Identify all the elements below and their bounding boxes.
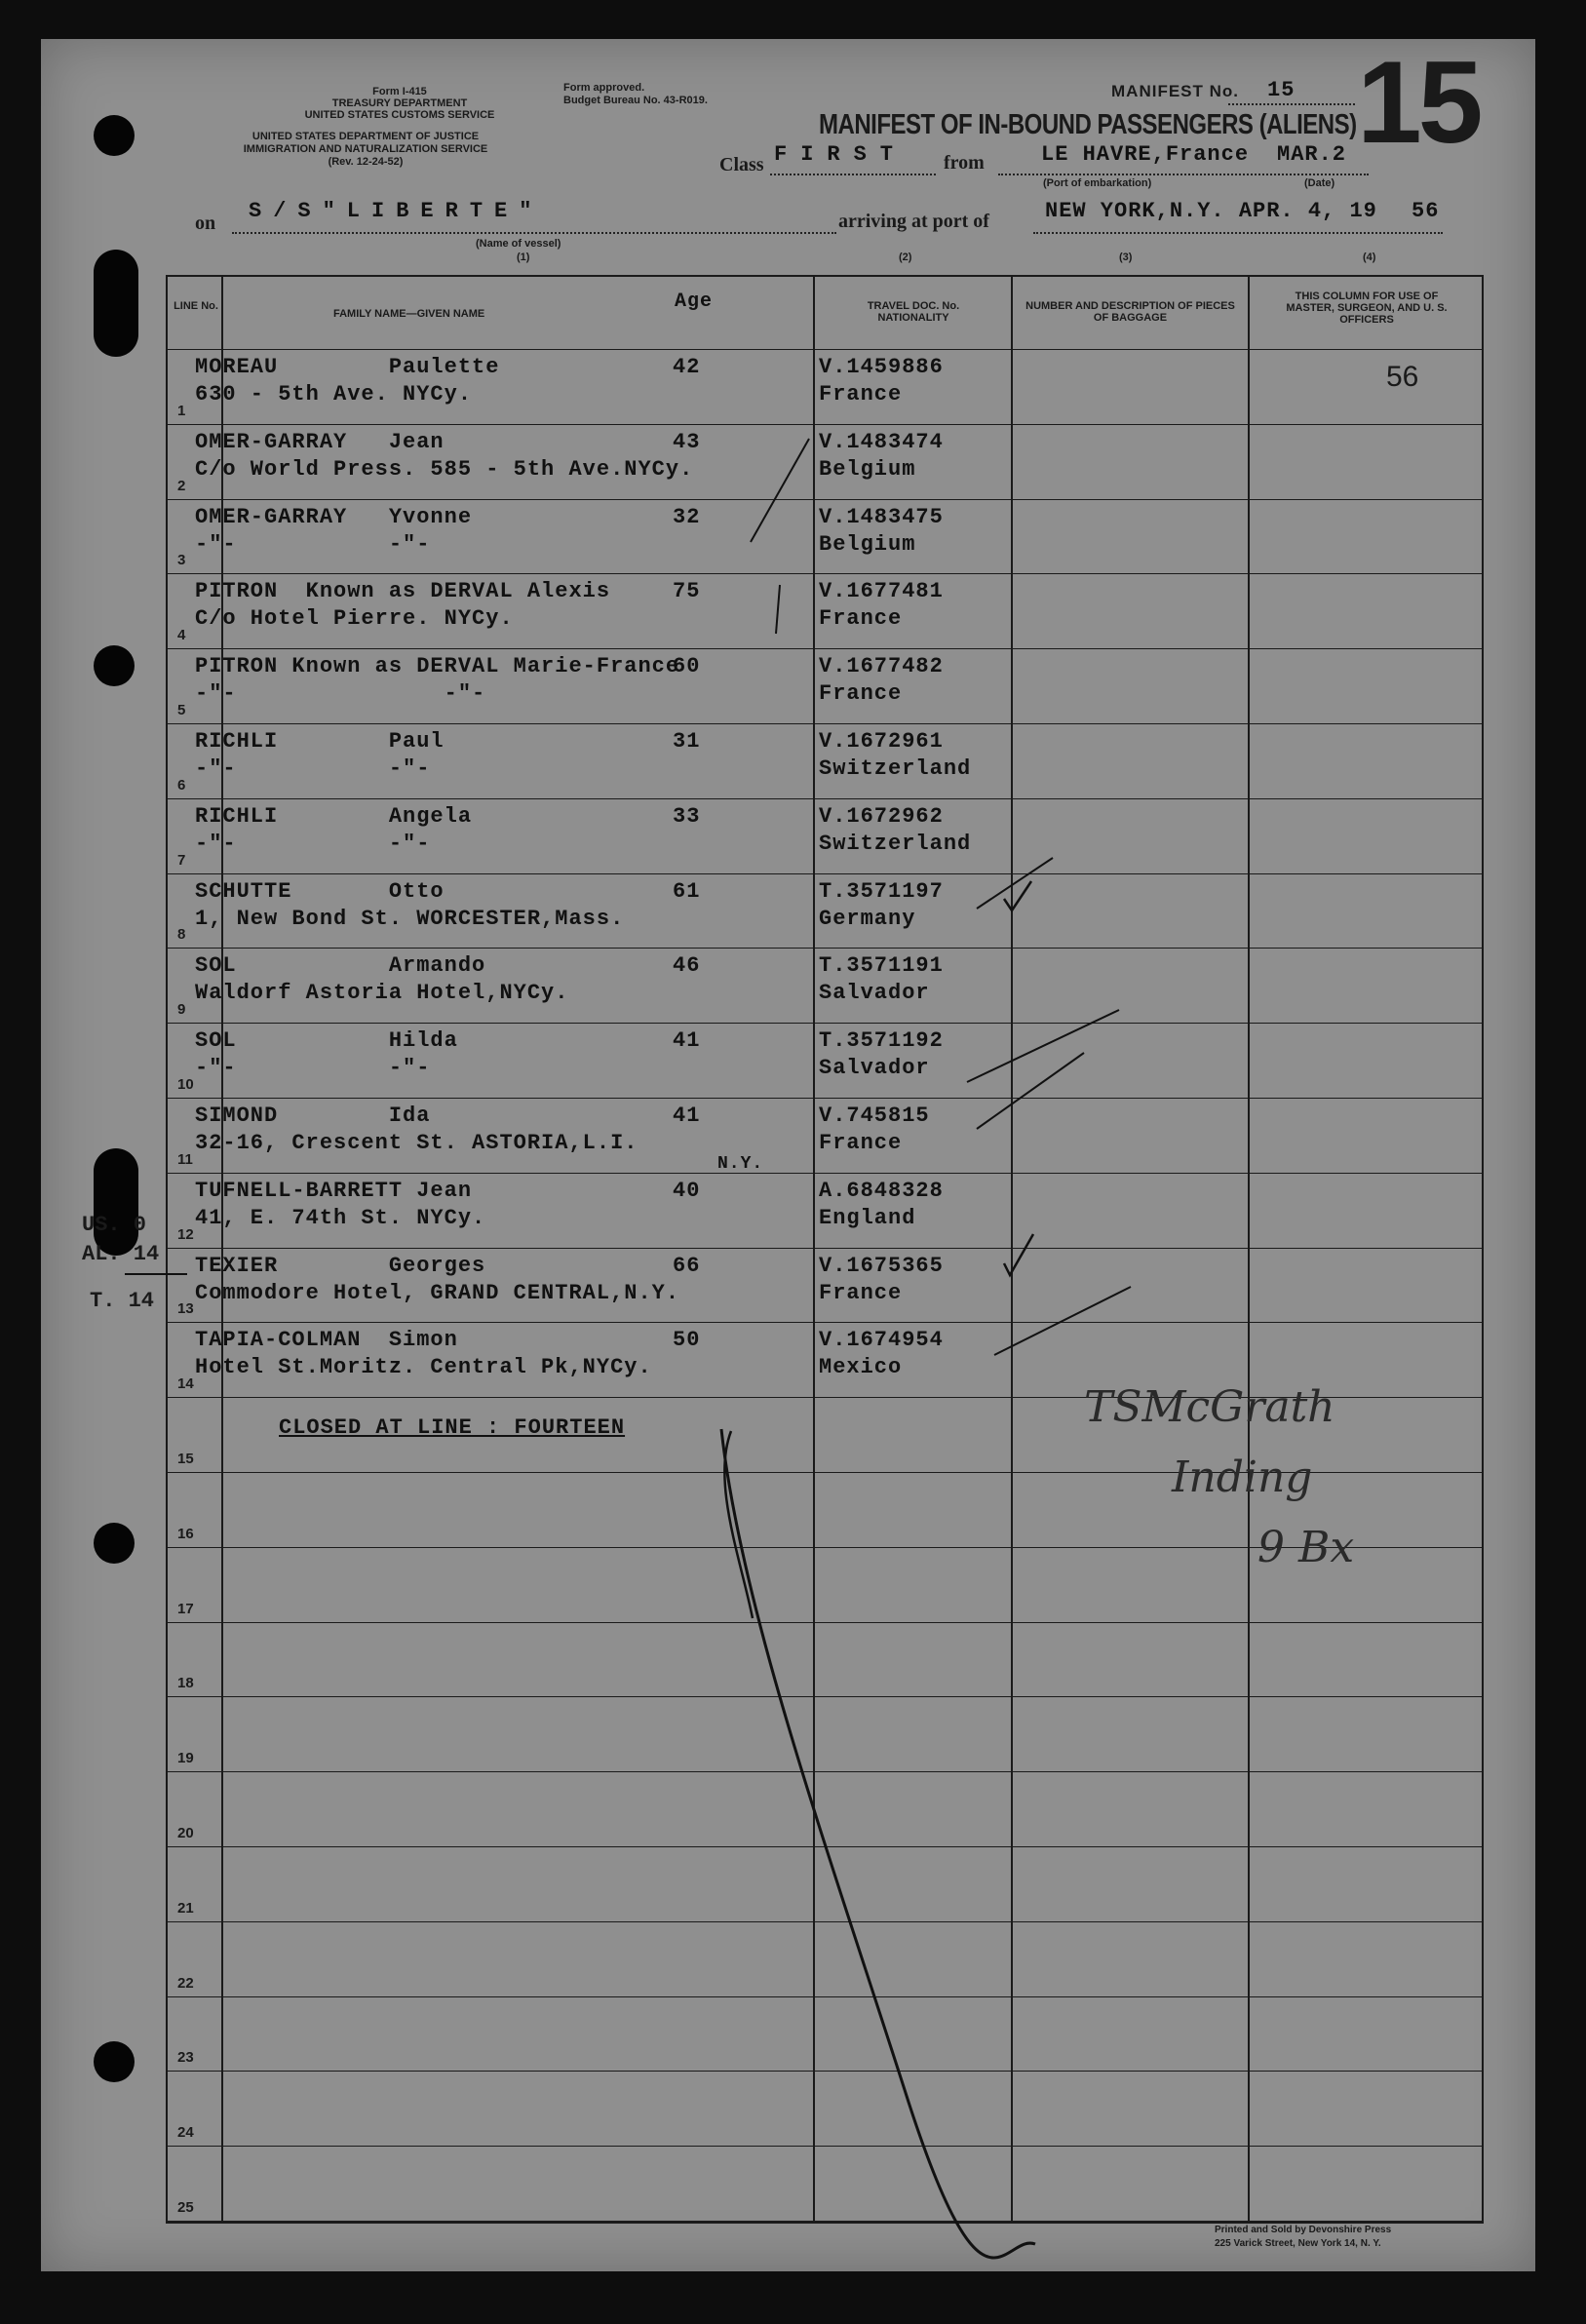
hdr-baggage: NUMBER AND DESCRIPTION OF PIECES OF BAGGAGE — [1025, 300, 1235, 324]
nationality: Switzerland — [819, 756, 972, 781]
form-revision: (Rev. 12-24-52) — [328, 156, 404, 168]
travel-doc-number: V.1677481 — [819, 579, 944, 604]
line-number: 3 — [177, 552, 186, 569]
passenger-address: -"- -"- — [195, 531, 431, 557]
passenger-address: C/o Hotel Pierre. NYCy. — [195, 606, 514, 632]
passenger-name: PITRON Known as DERVAL Alexis — [195, 579, 611, 604]
nationality: France — [819, 681, 903, 707]
passenger-name: SOL Hilda — [195, 1028, 458, 1054]
travel-doc-number: V.1672962 — [819, 803, 944, 829]
signature-line1: TSMcGrath — [1084, 1382, 1335, 1432]
passenger-address: 32-16, Crescent St. ASTORIA,L.I. — [195, 1131, 638, 1155]
nationality: England — [819, 1205, 916, 1230]
passenger-address: -"- -"- — [195, 1056, 431, 1081]
line-number: 14 — [177, 1375, 194, 1393]
signature-line2: Inding — [1172, 1452, 1313, 1502]
line-number: 6 — [177, 776, 186, 794]
arriving-label: arriving at port of — [838, 211, 989, 232]
class-label: Class — [719, 154, 764, 175]
hdr-age: Age — [675, 290, 714, 313]
manifest-no-label: MANIFEST No. — [1111, 82, 1239, 100]
passenger-name: RICHLI Paul — [195, 729, 445, 754]
travel-doc-number: V.1483474 — [819, 429, 944, 454]
signature-line3: 9 Bx — [1257, 1523, 1355, 1572]
line-number: 25 — [177, 2199, 194, 2216]
travel-doc-number: V.1674954 — [819, 1328, 944, 1353]
tally-t: T. 14 — [90, 1289, 155, 1313]
line-number: 15 — [177, 1451, 194, 1467]
line-number: 10 — [177, 1076, 194, 1093]
line-number: 8 — [177, 926, 186, 944]
manifest-big-number: 15 — [1357, 37, 1480, 168]
passenger-address: C/o World Press. 585 - 5th Ave.NYCy. — [195, 456, 694, 482]
line-number: 23 — [177, 2049, 194, 2067]
passenger-age: 61 — [673, 878, 701, 904]
line-number: 17 — [177, 1600, 194, 1617]
justice-dept: UNITED STATES DEPARTMENT OF JUSTICE — [251, 131, 480, 142]
line-number: 1 — [177, 402, 186, 419]
passenger-address: -"- -"- — [195, 831, 431, 856]
hdr-travel-doc: TRAVEL DOC. No. NATIONALITY — [867, 300, 960, 324]
arrival-year: 56 — [1412, 199, 1440, 223]
line-number: 7 — [177, 851, 186, 869]
arrival-value: NEW YORK,N.Y. APR. 4, 19 — [1045, 199, 1377, 223]
passenger-address: Commodore Hotel, GRAND CENTRAL,N.Y. — [195, 1280, 680, 1305]
travel-doc-number: V.1675365 — [819, 1253, 944, 1278]
passenger-name: SOL Armando — [195, 953, 486, 979]
travel-doc-number: T.3571191 — [819, 953, 944, 979]
travel-doc-number: V.1459886 — [819, 355, 944, 379]
passenger-name: SIMOND Ida — [195, 1104, 431, 1128]
port-embark-caption: (Port of embarkation) — [1043, 177, 1152, 189]
vessel-caption: (Name of vessel) — [476, 238, 561, 250]
passenger-age: 60 — [673, 654, 701, 679]
travel-doc-number: V.1483475 — [819, 504, 944, 529]
passenger-name: TAPIA-COLMAN Simon — [195, 1328, 458, 1353]
passenger-age: 32 — [673, 504, 701, 529]
passenger-name: SCHUTTE Otto — [195, 878, 445, 904]
manifest-title: MANIFEST OF IN-BOUND PASSENGERS (ALIENS) — [819, 109, 1357, 141]
passenger-name: PITRON Known as DERVAL Marie-France — [195, 654, 680, 679]
nationality: Salvador — [819, 981, 930, 1006]
line-number: 18 — [177, 1675, 194, 1692]
tally-al: AL. 14 — [82, 1242, 160, 1266]
budget-bureau: Budget Bureau No. 43-R019. — [563, 95, 708, 106]
passenger-age: 42 — [673, 355, 701, 379]
treasury-dept: TREASURY DEPARTMENT — [331, 97, 468, 109]
printer-line2: 225 Varick Street, New York 14, N. Y. — [1215, 2238, 1381, 2249]
line-number: 22 — [177, 1974, 194, 1992]
passenger-name: TEXIER Georges — [195, 1253, 486, 1278]
col2-num: (2) — [899, 252, 912, 263]
passenger-age: 41 — [673, 1028, 701, 1054]
line-number: 16 — [177, 1525, 194, 1542]
passenger-address: Hotel St.Moritz. Central Pk,NYCy. — [195, 1355, 652, 1380]
hdr-line-no: LINE No. — [174, 300, 218, 312]
nationality: Mexico — [819, 1355, 903, 1380]
passenger-age: 66 — [673, 1253, 701, 1278]
nationality: France — [819, 606, 903, 632]
nationality: France — [819, 1131, 903, 1155]
line-number: 2 — [177, 477, 186, 494]
line-number: 20 — [177, 1825, 194, 1841]
line-number: 24 — [177, 2124, 194, 2142]
vessel-value: S/S"LIBERTE" — [249, 199, 544, 223]
hdr-officers: THIS COLUMN FOR USE OF MASTER, SURGEON, AND U. S. OFFICERS — [1286, 290, 1448, 326]
passenger-age: 41 — [673, 1104, 701, 1128]
col4-num: (4) — [1363, 252, 1376, 263]
nationality: France — [819, 382, 903, 407]
nationality: Belgium — [819, 456, 916, 482]
line-number: 13 — [177, 1300, 194, 1318]
closed-at-line: CLOSED AT LINE : FOURTEEN — [279, 1415, 626, 1440]
nationality: Belgium — [819, 531, 916, 557]
line-number: 5 — [177, 702, 186, 718]
line-number: 19 — [177, 1750, 194, 1767]
travel-doc-number: V.745815 — [819, 1104, 930, 1128]
date-value: MAR.2 — [1277, 142, 1347, 167]
nationality: France — [819, 1280, 903, 1305]
line-number: 9 — [177, 1001, 186, 1019]
customs-service: UNITED STATES CUSTOMS SERVICE — [304, 109, 495, 121]
officer-note: 56 — [1386, 361, 1419, 393]
line-number: 4 — [177, 627, 186, 644]
travel-doc-number: V.1677482 — [819, 654, 944, 679]
passenger-age: 50 — [673, 1328, 701, 1353]
passenger-name: TUFNELL-BARRETT Jean — [195, 1178, 473, 1203]
passenger-address: 41, E. 74th St. NYCy. — [195, 1205, 486, 1230]
line-number: 21 — [177, 1899, 194, 1917]
class-value: FIRST — [774, 142, 908, 167]
passenger-name: MOREAU Paulette — [195, 355, 500, 379]
date-caption: (Date) — [1304, 177, 1335, 189]
from-value: LE HAVRE,France — [1041, 142, 1250, 167]
on-label: on — [195, 213, 216, 234]
travel-doc-number: V.1672961 — [819, 729, 944, 754]
travel-doc-number: A.6848328 — [819, 1178, 944, 1203]
nationality: Salvador — [819, 1056, 930, 1081]
hdr-name: FAMILY NAME—GIVEN NAME — [333, 308, 485, 320]
form-id: Form I-415 — [372, 86, 427, 97]
passenger-address: 1, New Bond St. WORCESTER,Mass. — [195, 906, 625, 931]
line-number: 11 — [177, 1150, 193, 1168]
travel-doc-number: T.3571197 — [819, 878, 944, 904]
passenger-address: 630 - 5th Ave. NYCy. — [195, 382, 473, 407]
travel-doc-number: T.3571192 — [819, 1028, 944, 1054]
line-number: 12 — [177, 1225, 194, 1243]
passenger-address: -"- -"- — [195, 756, 431, 781]
passenger-age: 46 — [673, 953, 701, 979]
ins-service: IMMIGRATION AND NATURALIZATION SERVICE — [243, 143, 488, 155]
passenger-age: 33 — [673, 803, 701, 829]
col3-num: (3) — [1119, 252, 1133, 263]
passenger-name: OMER-GARRAY Yvonne — [195, 504, 473, 529]
passenger-name: RICHLI Angela — [195, 803, 473, 829]
printer-line1: Printed and Sold by Devonshire Press — [1215, 2225, 1392, 2235]
passenger-address: Waldorf Astoria Hotel,NYCy. — [195, 981, 569, 1006]
passenger-age: 75 — [673, 579, 701, 604]
passenger-age: 40 — [673, 1178, 701, 1203]
manifest-no-value: 15 — [1267, 78, 1296, 102]
passenger-age: 43 — [673, 429, 701, 454]
nationality: Germany — [819, 906, 916, 931]
passenger-address: -"- -"- — [195, 681, 486, 707]
form-approved: Form approved. — [563, 82, 645, 94]
from-label: from — [944, 152, 985, 174]
passenger-age: 31 — [673, 729, 701, 754]
nationality: Switzerland — [819, 831, 972, 856]
astoria-ny-note: N.Y. — [717, 1154, 764, 1174]
vessel-col-num: (1) — [517, 252, 530, 263]
passenger-name: OMER-GARRAY Jean — [195, 429, 445, 454]
tally-us: US. 0 — [82, 1213, 147, 1237]
